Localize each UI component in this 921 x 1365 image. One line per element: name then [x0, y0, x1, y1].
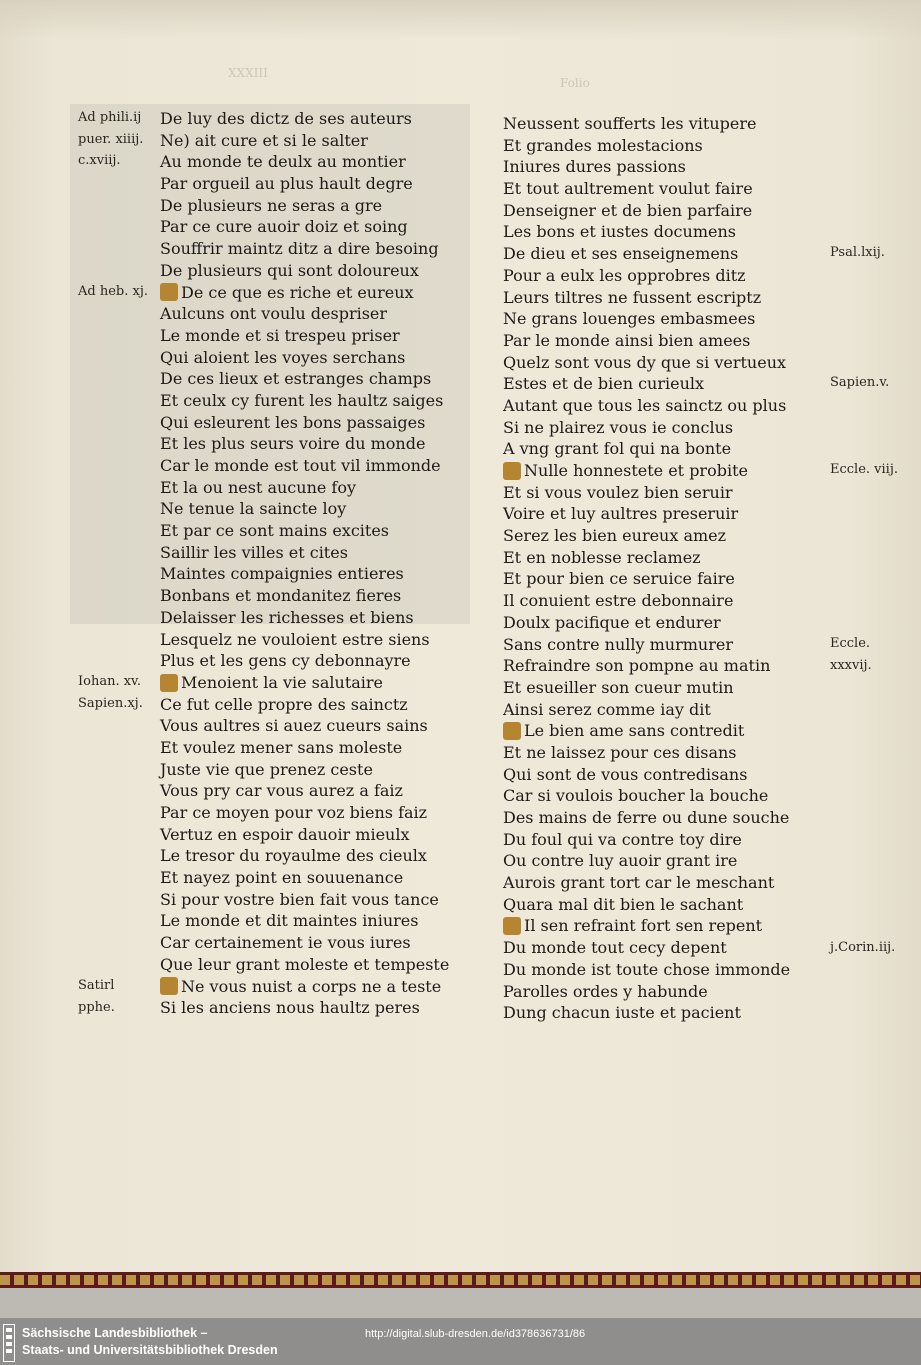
verse-line: Vous pry car vous aurez a faiz: [160, 781, 403, 801]
verse-line: Des mains de ferre ou dune souche: [503, 808, 790, 827]
verse-line: Qui aloient les voyes serchans: [160, 347, 406, 367]
illuminated-initial-icon: [503, 917, 521, 935]
margin-note-right: Psal.lxij.: [830, 245, 885, 261]
verse-line: Dung chacun iuste et pacient: [503, 1003, 741, 1023]
verse-line: Ainsi serez comme iay dit: [503, 699, 711, 719]
verse-line: Leurs tiltres ne fussent escriptz: [503, 287, 762, 307]
verse-line: Saillir les villes et cites: [160, 542, 348, 562]
verse-line: Et voulez mener sans moleste: [160, 737, 403, 757]
verse-line: Il sen refraint fort sen repent: [503, 915, 823, 937]
verse-line: Du foul qui va contre toy dire: [503, 829, 742, 849]
margin-note-right: Eccle. viij.: [830, 462, 898, 478]
verse-line: Voire et luy aultres preseruir: [503, 504, 739, 524]
margin-note-left: pphe.: [78, 999, 115, 1015]
verse-line: Et nayez point en souuenance: [160, 868, 404, 888]
verse-line: De plusieurs qui sont doloureux: [160, 260, 419, 280]
margin-note-right: j.Corin.iij.: [830, 939, 896, 955]
verse-line: Du monde ist toute chose immonde: [503, 959, 791, 979]
verse-line: Serez les bien eureux amez: [503, 526, 727, 546]
verse-line: Ce fut celle propre des sainctz: [160, 694, 408, 714]
verse-line: Vertuz en espoir dauoir mieulx: [160, 824, 410, 844]
verse-line: Parolles ordes y habunde: [503, 981, 708, 1001]
verse-line: De dieu et ses enseignemens: [503, 244, 739, 264]
verse-line: Iniures dures passions: [503, 157, 686, 177]
verse-line: Delaisser les richesses et biens: [160, 607, 414, 627]
verse-line: Et grandes molestacions: [503, 135, 703, 155]
verse-line: Le tresor du royaulme des cieulx: [160, 846, 427, 866]
margin-note-left: Iohan. xv.: [78, 674, 141, 690]
margin-note-left: Ad heb. xj.: [78, 283, 148, 299]
verse-line: Que leur grant moleste et tempeste: [160, 954, 450, 974]
folio-label: Folio: [560, 76, 590, 90]
verse-line: Il conuient estre debonnaire: [503, 591, 734, 611]
verse-line: Et tout aultrement voulut faire: [503, 179, 753, 199]
verse-line: De ce que es riche et eureux: [160, 282, 480, 304]
verse-line: Et si vous voulez bien seruir: [503, 482, 733, 502]
verse-line: Sans contre nully murmurer: [503, 634, 733, 654]
margin-note-left: Satirl: [78, 978, 115, 993]
verse-line: Et ceulx cy furent les haultz saiges: [160, 390, 444, 410]
verse-line: Et ne laissez pour ces disans: [503, 742, 737, 762]
illuminated-initial-icon: [503, 722, 521, 740]
gilt-border: [0, 1275, 921, 1285]
verse-line: De ces lieux et estranges champs: [160, 369, 432, 389]
verse-line: Pour a eulx les opprobres ditz: [503, 265, 746, 285]
verse-line: Ou contre luy auoir grant ire: [503, 851, 738, 871]
verse-line: Vous aultres si auez cueurs sains: [160, 716, 428, 736]
verse-line: Neussent soufferts les vitupere: [503, 114, 757, 133]
margin-note-right: Sapien.v.: [830, 375, 890, 391]
verse-line: Doulx pacifique et endurer: [503, 612, 721, 632]
verse-line: Qui esleurent les bons passaiges: [160, 412, 426, 432]
verse-line: Et pour bien ce seruice faire: [503, 569, 735, 589]
verse-line: Car si voulois boucher la bouche: [503, 786, 769, 806]
verse-line: Et esueiller son cueur mutin: [503, 677, 734, 697]
verse-line: Par orgueil au plus hault degre: [160, 174, 413, 194]
verse-line: Maintes compaignies entieres: [160, 564, 404, 584]
verse-line: Autant que tous les sainctz ou plus: [503, 395, 787, 415]
margin-note-left: Sapien.xj.: [78, 695, 143, 711]
verse-line: Quara mal dit bien le sachant: [503, 894, 744, 914]
verse-line: Par ce moyen pour voz biens faiz: [160, 803, 428, 822]
verse-line: Quelz sont vous dy que si vertueux: [503, 352, 787, 372]
verse-line: Estes et de bien curieulx: [503, 374, 705, 394]
margin-note-right: Eccle.: [830, 635, 871, 651]
verse-line: Les bons et iustes documens: [503, 222, 736, 242]
verse-line: Par ce cure auoir doiz et soing: [160, 217, 408, 237]
verse-line: De luy des dictz de ses auteurs: [160, 109, 412, 128]
verse-line: Aulcuns ont voulu despriser: [160, 304, 388, 324]
verse-line: Ne) ait cure et si le salter: [160, 130, 368, 150]
verse-line: Nulle honnestete et probite: [503, 460, 823, 482]
verse-line: Au monde te deulx au montier: [160, 152, 406, 172]
verse-line: Et la ou nest aucune foy: [160, 477, 357, 497]
margin-note-left: Ad phili.ij: [78, 110, 142, 125]
illuminated-initial-icon: [160, 977, 178, 995]
verse-line: Plus et les gens cy debonnayre: [160, 651, 411, 671]
margin-note-right: xxxvij.: [830, 657, 872, 673]
verse-line: Qui sont de vous contredisans: [503, 764, 748, 784]
verse-line: Ne tenue la saincte loy: [160, 499, 347, 519]
margin-note-left: c.xviij.: [78, 153, 121, 169]
verse-line: Juste vie que prenez ceste: [160, 759, 373, 779]
running-head: XXXIII: [228, 66, 268, 80]
verse-line: Le monde et dit maintes iniures: [160, 911, 419, 931]
verse-line: Et les plus seurs voire du monde: [160, 434, 426, 454]
verse-line: Ne grans louenges embasmees: [503, 309, 756, 329]
verse-line: Refraindre son pompne au matin: [503, 656, 771, 676]
verse-line: Lesquelz ne vouloient estre siens: [160, 629, 430, 649]
document-url[interactable]: http://digital.slub-dresden.de/id378636731/86: [365, 1328, 586, 1340]
verse-line: Et par ce sont mains excites: [160, 521, 389, 541]
illuminated-initial-icon: [503, 462, 521, 480]
slub-logo-icon: [3, 1324, 15, 1362]
verse-line: Bonbans et mondanitez fieres: [160, 586, 402, 606]
verse-line: Car le monde est tout vil immonde: [160, 456, 441, 475]
right-text-column: [503, 113, 823, 1024]
verse-line: Le bien ame sans contredit: [503, 720, 823, 742]
verse-line: Et en noblesse reclamez: [503, 547, 701, 567]
verse-line: Si les anciens nous haultz peres: [160, 998, 420, 1018]
library-name: Sächsische Landesbibliothek – Staats- und Universitätsbibliothek Dresden: [22, 1326, 278, 1357]
verse-line: Souffrir maintz ditz a dire besoing: [160, 239, 439, 259]
verse-line: Si pour vostre bien fait vous tance: [160, 889, 439, 909]
illuminated-initial-icon: [160, 674, 178, 692]
verse-line: A vng grant fol qui na bonte: [503, 439, 732, 459]
verse-line: Par le monde ainsi bien amees: [503, 330, 751, 350]
verse-line: Menoient la vie salutaire: [160, 672, 480, 694]
library-footer: [0, 1318, 921, 1365]
left-text-column: [160, 108, 480, 1019]
margin-note-left: puer. xiiij.: [78, 131, 144, 147]
verse-line: De plusieurs ne seras a gre: [160, 195, 383, 215]
verse-line: Denseigner et de bien parfaire: [503, 200, 753, 220]
verse-line: Car certainement ie vous iures: [160, 933, 411, 953]
verse-line: Du monde tout cecy depent: [503, 938, 727, 958]
verse-line: Aurois grant tort car le meschant: [503, 873, 775, 893]
verse-line: Si ne plairez vous ie conclus: [503, 417, 734, 437]
verse-line: Ne vous nuist a corps ne a teste: [160, 976, 480, 998]
verse-line: Le monde et si trespeu priser: [160, 325, 400, 345]
illuminated-initial-icon: [160, 283, 178, 301]
